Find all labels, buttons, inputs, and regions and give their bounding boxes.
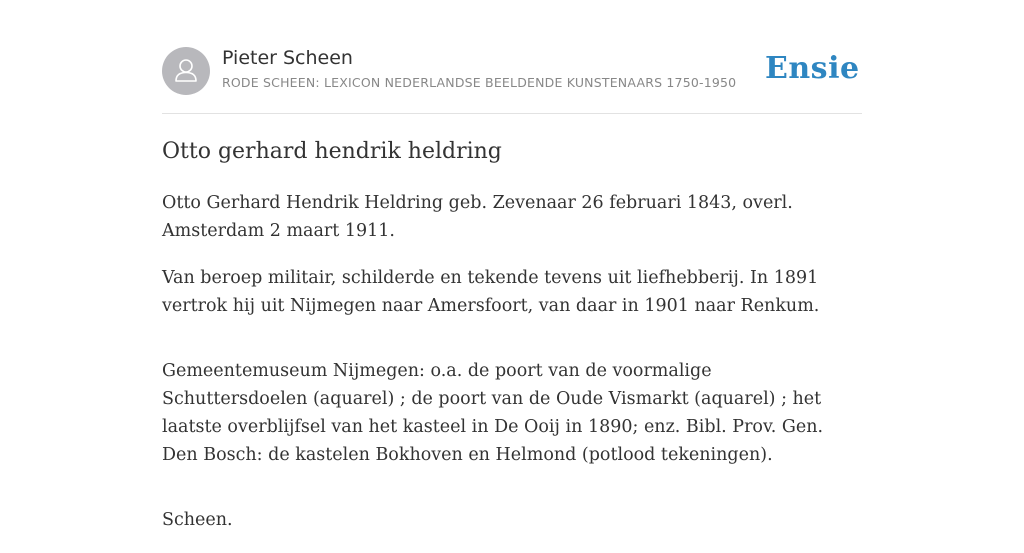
paragraph: Otto Gerhard Hendrik Heldring geb. Zevenaar 26 februari 1843, overl. Amsterdam 2 maart 1911.: [162, 193, 793, 241]
paragraph: Scheen.: [162, 510, 233, 530]
avatar[interactable]: [162, 47, 210, 95]
paragraph: Gemeentemuseum Nijmegen: o.a. de poort van de voormalige Schuttersdoelen (aquarel) ; de poort van de Oude Vismarkt (aquarel) ; het laatste overblijfsel van het kasteel in De Ooij in 1890; enz. Bibl. Prov. Gen. Den Bosch: de kastelen Bokhoven en Helmond (potlood tekeningen).: [162, 361, 824, 465]
ensie-logo[interactable]: Ensie: [765, 51, 860, 86]
source-label[interactable]: RODE SCHEEN: LEXICON NEDERLANDSE BEELDENDE KUNSTENAARS 1750-1950: [222, 75, 737, 90]
article-header: [162, 47, 862, 95]
article: [162, 136, 862, 553]
author-name[interactable]: Pieter Scheen: [222, 47, 353, 69]
paragraph: Van beroep militair, schilderde en tekende tevens uit liefhebberij. In 1891 vertrok hij uit Nijmegen naar Amersfoort, van daar in 1901 naar Renkum.: [162, 268, 820, 316]
page-title: Otto gerhard hendrik heldring: [162, 139, 502, 164]
article-body: [162, 189, 862, 534]
user-icon: [162, 47, 210, 95]
header-divider: [162, 113, 862, 114]
